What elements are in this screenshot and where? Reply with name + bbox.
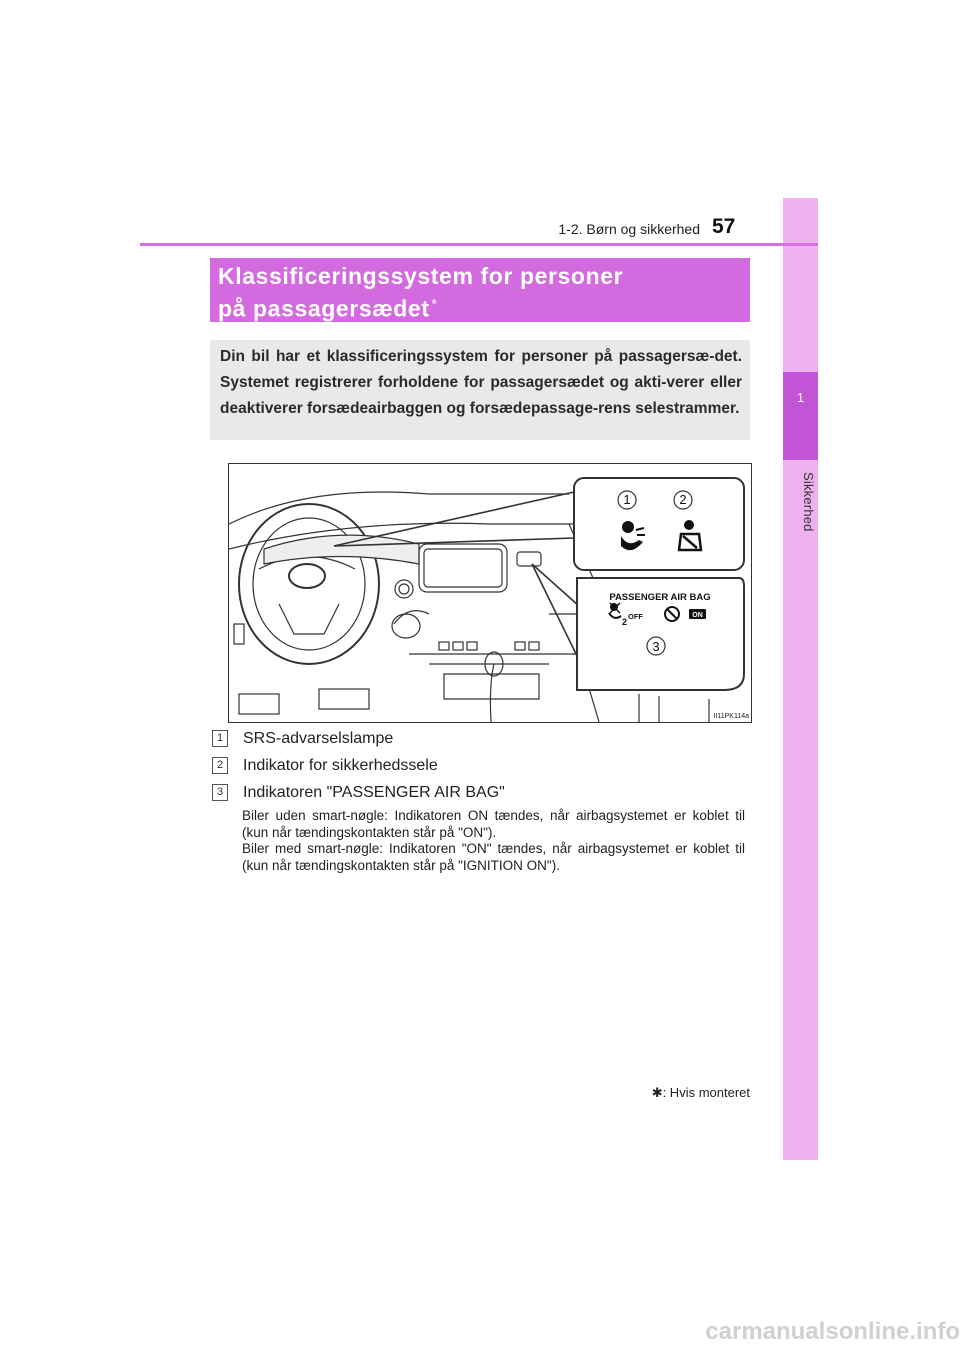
header-rule — [140, 243, 818, 246]
chapter-label: Sikkerhed — [801, 472, 816, 532]
item-label-passenger-airbag: Indikatoren "PASSENGER AIR BAG" — [243, 784, 505, 801]
callout-3: 3 — [652, 639, 660, 654]
item-number-1: 1 — [212, 730, 228, 747]
passenger-airbag-panel-title: PASSENGER AIR BAG — [609, 592, 711, 603]
page-title — [218, 262, 623, 323]
dashboard-illustration — [228, 463, 752, 723]
indicator-description — [242, 808, 745, 874]
item-label-seatbelt: Indikator for sikkerhedssele — [243, 757, 438, 774]
callout-1: 1 — [623, 492, 631, 507]
title-line-1: Klassificeringssystem for personer — [218, 263, 624, 289]
off-indicator-label: OFF — [628, 612, 643, 621]
watermark: carmanualsonline.info — [705, 1318, 960, 1345]
list-item — [212, 784, 505, 802]
illustration-code: II11PK114a — [713, 713, 749, 720]
intro-text: Din bil har et klassificeringssystem for personer på passagersæ-det. Systemet registrerer forholdene for passagersædet og akti-verer eller deaktiverer forsædeairbaggen og forsædepassage-rens selestrammer. — [220, 348, 742, 417]
airbag-subscript: 2 — [622, 617, 628, 627]
chapter-tab-active — [783, 372, 818, 460]
item-label-srs: SRS-advarselslampe — [243, 730, 394, 747]
footnote: ✱: Hvis monteret — [651, 1085, 750, 1100]
dashboard-drawing — [229, 464, 751, 722]
chapter-number: 1 — [796, 390, 805, 405]
page-number: 57 — [712, 215, 736, 238]
chapter-tab — [783, 198, 818, 1160]
item-number-2: 2 — [212, 757, 228, 774]
description-no-smart-key: Biler uden smart-nøgle: Indikatoren ON tændes, når airbagsystemet er koblet til (kun når tændingskontakten står på "ON"). — [242, 808, 745, 840]
section-heading: 1-2. Børn og sikkerhed — [558, 221, 700, 237]
description-smart-key: Biler med smart-nøgle: Indikatoren "ON" tændes, når airbagsystemet er koblet til (kun når tændingskontakten står på "IGNITION ON"). — [242, 841, 745, 873]
title-line-2: på passagersædet — [218, 295, 430, 322]
callout-2: 2 — [679, 492, 687, 507]
on-indicator-label: ON — [692, 612, 703, 619]
list-item — [212, 757, 438, 775]
intro-box — [210, 340, 750, 440]
item-number-3: 3 — [212, 784, 228, 801]
optional-mark: * — [431, 296, 438, 311]
title-banner — [210, 258, 750, 322]
list-item — [212, 730, 393, 748]
